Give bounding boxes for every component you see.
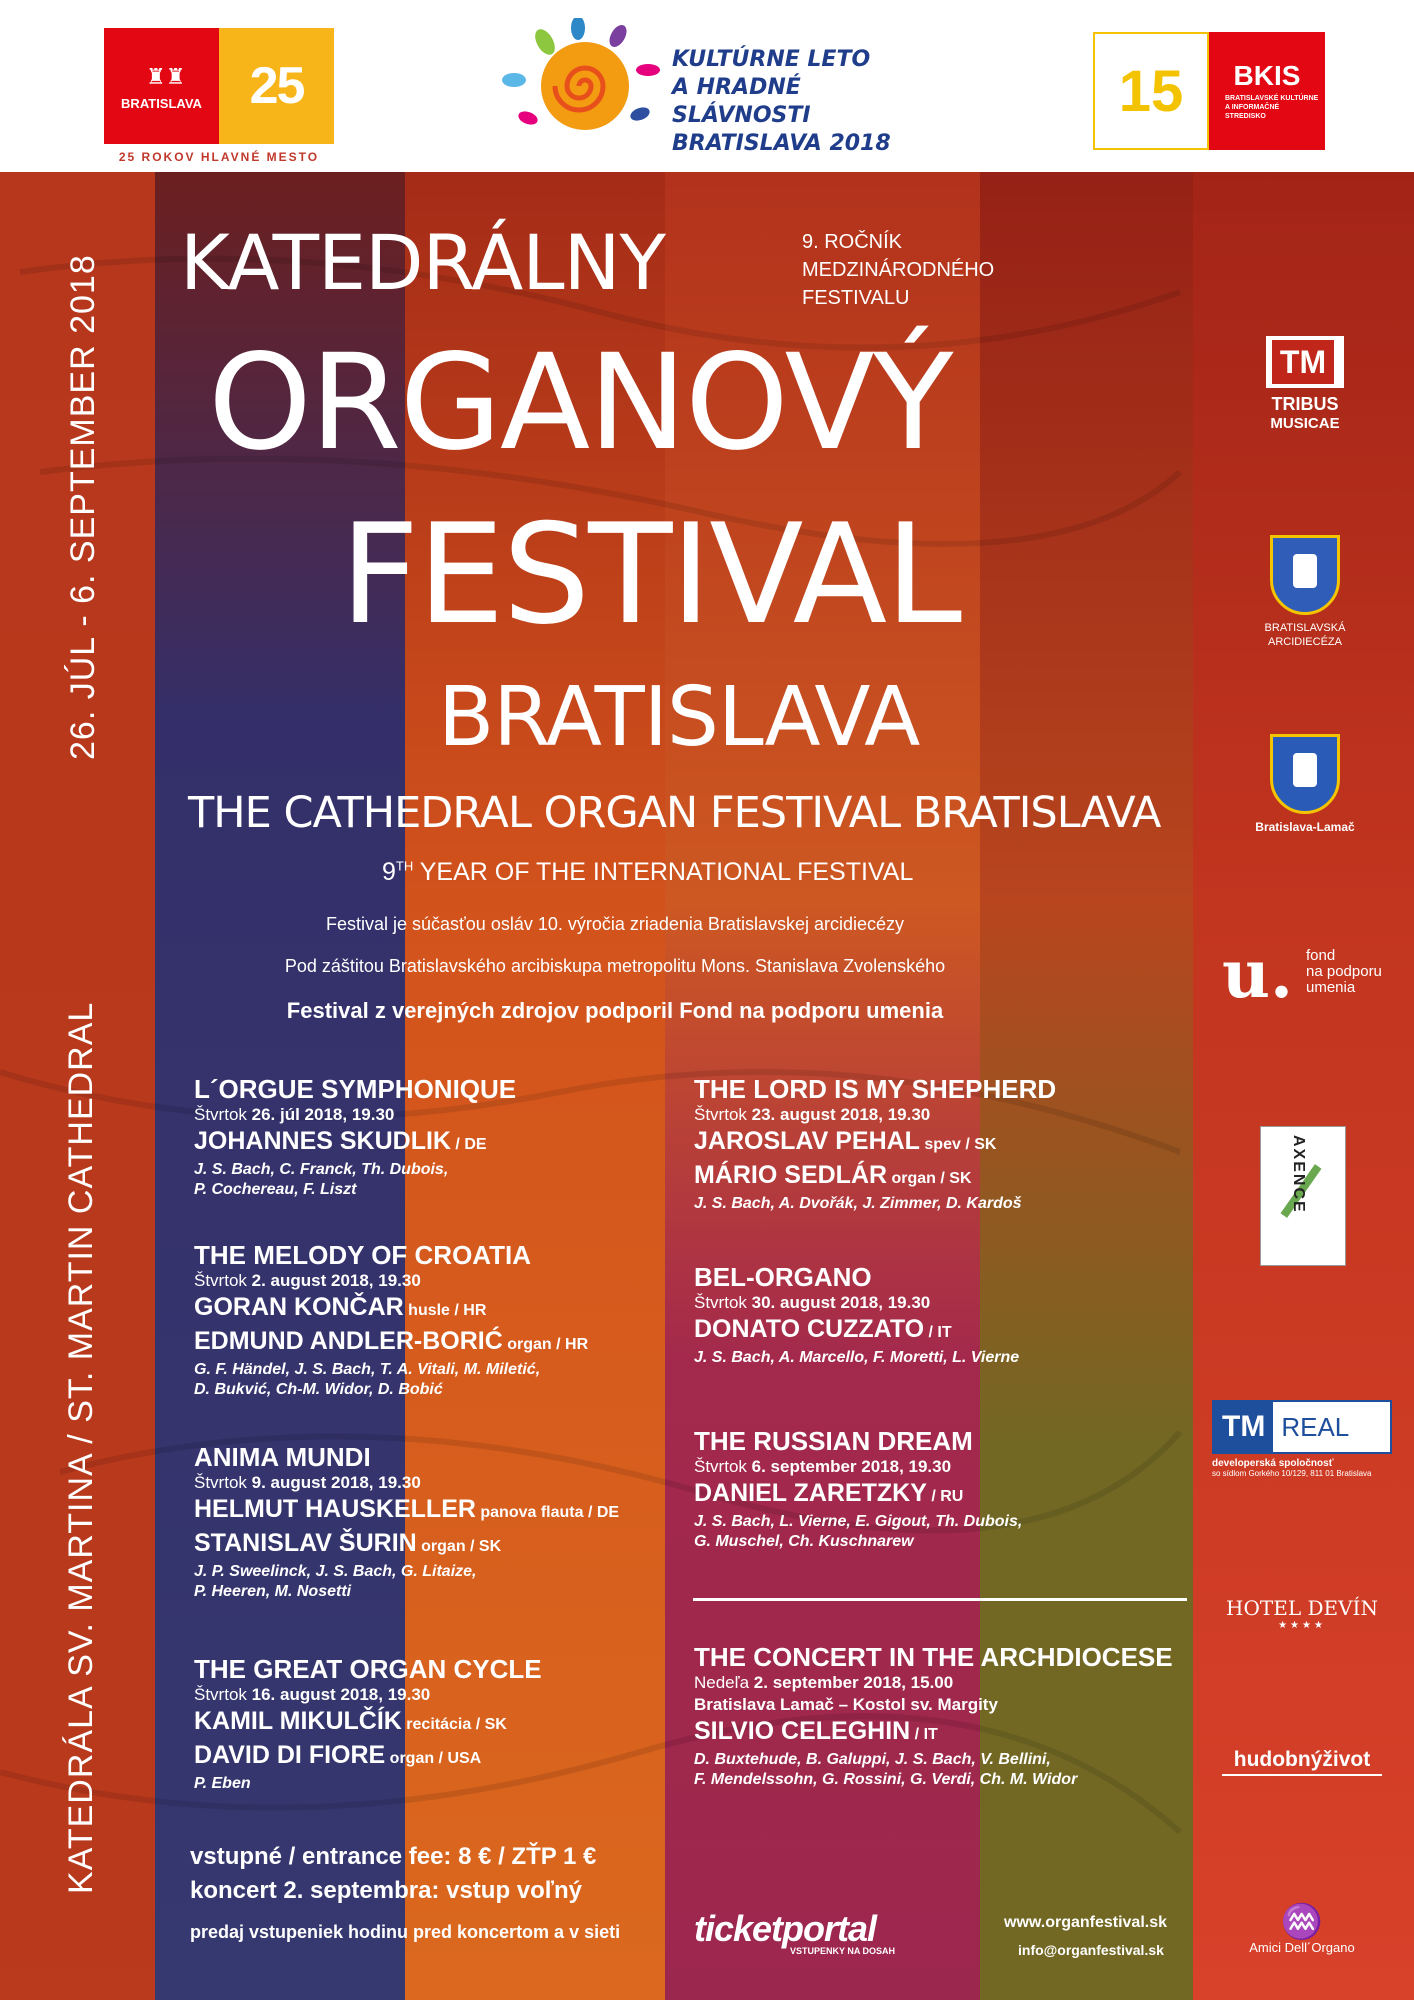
- performer-name: DANIEL ZARETZKY: [694, 1479, 927, 1507]
- bratislava-logo-number: 25: [219, 28, 334, 144]
- bkis-logo-red: [1209, 32, 1325, 150]
- repertoire-line: J. S. Bach, A. Dvořák, J. Zimmer, D. Kardoš: [694, 1195, 1022, 1212]
- concert-date: [694, 1456, 1164, 1478]
- performer-name: HELMUT HAUSKELLER: [194, 1495, 476, 1523]
- performer-name: JOHANNES SKUDLIK: [194, 1127, 451, 1155]
- performer-role: spev / SK: [919, 1136, 997, 1153]
- axence-name: AXENCE: [1290, 1135, 1307, 1214]
- header-band: [0, 0, 1414, 172]
- presale-info: predaj vstupeniek hodinu pred koncertom a v sieti: [190, 1922, 621, 1942]
- organ-pipes-icon: ♒: [1280, 1903, 1324, 1941]
- kulturne-leto-text: [672, 46, 920, 158]
- repertoire-line: J. P. Sweelinck, J. S. Bach, G. Litaize,: [194, 1563, 477, 1580]
- concert-day: Štvrtok: [194, 1685, 247, 1704]
- bkis-logo-name: BKIS: [1233, 60, 1301, 91]
- tm-real-mark: TM: [1214, 1402, 1273, 1452]
- kl-line-2: A HRADNÉ SLÁVNOSTI: [672, 75, 811, 128]
- concert-item: [194, 1654, 664, 1794]
- repertoire-line: J. S. Bach, C. Franck, Th. Dubois,: [194, 1161, 449, 1178]
- performer-role: organ / USA: [385, 1750, 482, 1767]
- edition-line-1: 9. ROČNÍK: [802, 231, 903, 253]
- fee-line: vstupné / entrance fee: 8 € / ZŤP 1 €: [190, 1843, 597, 1870]
- title-organovy: ORGANOVÝ: [208, 326, 952, 480]
- lamac-crest-icon: [1270, 734, 1340, 814]
- concert-day: Štvrtok: [194, 1271, 247, 1290]
- concert-date: [694, 1104, 1164, 1126]
- performer: [694, 1478, 1164, 1512]
- archdiocese-line-2: ARCIDIECÉZA: [1268, 636, 1342, 648]
- repertoire-line: P. Eben: [194, 1775, 251, 1792]
- kulturne-leto-logo: [500, 18, 920, 156]
- concert-date: [194, 1270, 664, 1292]
- performer: [194, 1740, 664, 1774]
- concert-title: THE LORD IS MY SHEPHERD: [694, 1074, 1057, 1104]
- performer-role: recitácia / SK: [401, 1716, 507, 1733]
- performer-role: husle / HR: [403, 1302, 487, 1319]
- performer: [694, 1160, 1164, 1194]
- concert-day: Štvrtok: [694, 1105, 747, 1124]
- tribus-musicae-logo: [1250, 336, 1360, 434]
- concert-item: [194, 1074, 664, 1200]
- concert-item: [694, 1262, 1164, 1368]
- performer-name: DONATO CUZZATO: [694, 1315, 925, 1343]
- archdiocese-logo: [1230, 535, 1380, 649]
- repertoire-line: F. Mendelssohn, G. Rossini, G. Verdi, Ch. M. Widor: [694, 1771, 1078, 1788]
- performer: [194, 1528, 664, 1562]
- concert-day: Štvrtok: [194, 1105, 247, 1124]
- performer-role: / IT: [910, 1726, 938, 1743]
- bkis-logo-number: 15: [1093, 32, 1209, 150]
- bratislava-25-logo: [104, 28, 334, 144]
- concert-title: THE GREAT ORGAN CYCLE: [194, 1654, 542, 1684]
- year-rest: YEAR OF THE INTERNATIONAL FESTIVAL: [413, 858, 914, 886]
- tm-real-word: REAL: [1281, 1411, 1350, 1442]
- lamac-logo: [1230, 734, 1380, 834]
- archdiocese-crest-icon: [1270, 535, 1340, 615]
- performer-name: STANISLAV ŠURIN: [194, 1529, 417, 1557]
- concert-title: THE RUSSIAN DREAM: [694, 1426, 973, 1456]
- performer-name: SILVIO CELEGHIN: [694, 1717, 911, 1745]
- archdiocese-line-1: BRATISLAVSKÁ: [1264, 622, 1346, 634]
- hotel-name: HOTEL DEVÍN: [1226, 1596, 1378, 1620]
- concert-item: [194, 1442, 664, 1602]
- bkis-15-logo: [1093, 32, 1325, 150]
- hudobny-zivot-logo: hudobnýživot: [1222, 1748, 1382, 1776]
- bratislava-logo-word: BRATISLAVA: [121, 96, 202, 111]
- concert-datetime: 2. september 2018, 15.00: [753, 1673, 954, 1692]
- concert-title: THE MELODY OF CROATIA: [194, 1240, 532, 1270]
- tm-mark-text: TM: [1272, 340, 1334, 384]
- email-link[interactable]: info@organfestival.sk: [1018, 1942, 1164, 1958]
- concert-day: Štvrtok: [694, 1457, 747, 1476]
- concert-day: Nedeľa: [694, 1673, 750, 1692]
- concert-title: THE CONCERT IN THE ARCHDIOCESE: [694, 1642, 1173, 1672]
- tribus-name: TRIBUS: [1271, 394, 1339, 414]
- fond-text: [1306, 948, 1382, 996]
- performer-name: GORAN KONČAR: [194, 1293, 404, 1321]
- info-patronage: Pod záštitou Bratislavského arcibiskupa metropolitu Mons. Stanislava Zvolenského: [284, 956, 946, 976]
- info-funding: Festival z verejných zdrojov podporil Fond na podporu umenia: [286, 998, 944, 1023]
- performer: [694, 1314, 1164, 1348]
- repertoire-line: P. Heeren, M. Nosetti: [194, 1583, 352, 1600]
- concert-item: [194, 1240, 664, 1400]
- edition-line-3: FESTIVALU: [802, 287, 910, 309]
- performer: [194, 1706, 664, 1740]
- concert-place: Bratislava Lamač – Kostol sv. Margity: [694, 1695, 998, 1714]
- bkis-logo-sub: BRATISLAVSKÉ KULTÚRNE A INFORMAČNÉ STREDISKO: [1225, 95, 1319, 120]
- concert-date: [194, 1684, 664, 1706]
- website-link[interactable]: www.organfestival.sk: [1004, 1914, 1168, 1931]
- sponsor-sidebar: [1193, 172, 1414, 2000]
- concert-title: ANIMA MUNDI: [194, 1442, 371, 1472]
- concert-item: [694, 1642, 1184, 1790]
- title-bratislava: BRATISLAVA: [438, 670, 920, 765]
- sun-spiral-icon: [500, 18, 670, 148]
- concert-date: [694, 1672, 1184, 1694]
- concert-datetime: 16. august 2018, 19.30: [251, 1685, 431, 1704]
- concert-item: [694, 1426, 1164, 1552]
- year-subtitle: [382, 858, 913, 887]
- concert-title: L´ORGUE SYMPHONIQUE: [194, 1074, 517, 1104]
- tm-real-logo: [1212, 1400, 1392, 1478]
- performer-name: EDMUND ANDLER-BORIĆ: [194, 1327, 503, 1355]
- performer-role: / RU: [926, 1488, 964, 1505]
- title-festival: FESTIVAL: [340, 494, 961, 655]
- performer-role: organ / SK: [887, 1170, 972, 1187]
- performer: [194, 1292, 664, 1326]
- repertoire-line: G. F. Händel, J. S. Bach, T. A. Vitali, M. Miletić,: [194, 1361, 541, 1378]
- performer: [194, 1126, 664, 1160]
- tm-real-desc-1: developerská spoločnosť: [1212, 1458, 1334, 1469]
- performer-role: / DE: [450, 1136, 487, 1153]
- hotel-devin-logo: [1212, 1596, 1392, 1631]
- free-concert-line: koncert 2. septembra: vstup voľný: [190, 1877, 583, 1904]
- fond-mark: u.: [1222, 935, 1293, 1013]
- performer-name: MÁRIO SEDLÁR: [694, 1161, 888, 1189]
- performer-name: DAVID DI FIORE: [194, 1741, 386, 1769]
- kl-line-1: KULTÚRNE LETO: [672, 47, 871, 72]
- performer-name: JAROSLAV PEHAL: [694, 1127, 920, 1155]
- fond-podporu-umenia-logo: [1222, 935, 1402, 1013]
- repertoire-line: G. Muschel, Ch. Kuschnarew: [694, 1533, 914, 1550]
- concert-datetime: 30. august 2018, 19.30: [751, 1293, 931, 1312]
- kl-line-3: BRATISLAVA 2018: [672, 131, 891, 156]
- ticketportal-logo[interactable]: ticketportal: [694, 1908, 877, 1949]
- performer: [194, 1494, 664, 1528]
- concert-day: Štvrtok: [694, 1293, 747, 1312]
- concert-item: [694, 1074, 1164, 1214]
- concert-datetime: 26. júl 2018, 19.30: [251, 1105, 395, 1124]
- ticketportal-tagline: VSTUPENKY NA DOSAH: [790, 1946, 896, 1956]
- castle-icon: ♜♜: [146, 64, 186, 89]
- divider-line: [693, 1598, 1187, 1601]
- axence-logo: [1260, 1126, 1346, 1266]
- tm-mark: [1266, 336, 1344, 388]
- performer-role: organ / HR: [502, 1336, 589, 1353]
- lamac-name: Bratislava-Lamač: [1255, 820, 1355, 834]
- festival-venue: KATEDRÁLA SV. MARTINA / ST. MARTIN CATHEDRAL: [62, 1001, 100, 1894]
- performer: [194, 1326, 664, 1360]
- concert-date: [194, 1104, 664, 1126]
- bratislava-logo-tagline: 25 ROKOV HLAVNÉ MESTO: [118, 150, 320, 164]
- repertoire-line: D. Buxtehude, B. Galuppi, J. S. Bach, V. Bellini,: [694, 1751, 1051, 1768]
- performer-name: KAMIL MIKULČÍK: [194, 1707, 402, 1735]
- amici-dell-organo-logo: [1222, 1904, 1382, 1955]
- concert-date: [694, 1292, 1164, 1314]
- title-katedralny: KATEDRÁLNY: [180, 218, 665, 307]
- fond-line-1: fond: [1306, 947, 1336, 964]
- hotel-stars: ★★★★: [1278, 1620, 1326, 1631]
- performer: [694, 1126, 1164, 1160]
- title-english: THE CATHEDRAL ORGAN FESTIVAL BRATISLAVA: [188, 788, 1161, 838]
- concert-datetime: 2. august 2018, 19.30: [251, 1271, 421, 1290]
- entrance-fee: [190, 1840, 596, 1908]
- repertoire-line: D. Bukvić, Ch-M. Widor, D. Bobić: [194, 1381, 443, 1398]
- year-number: 9: [382, 858, 396, 886]
- performer: [694, 1716, 1184, 1750]
- repertoire-line: J. S. Bach, A. Marcello, F. Moretti, L. Vierne: [694, 1349, 1020, 1366]
- concert-title: BEL-ORGANO: [694, 1262, 872, 1292]
- fond-line-3: umenia: [1306, 979, 1356, 996]
- tm-real-box: [1212, 1400, 1392, 1454]
- festival-dates: 26. JÚL - 6. SEPTEMBER 2018: [64, 254, 102, 760]
- edition-line-2: MEDZINÁRODNÉHO: [802, 259, 995, 281]
- concert-day: Štvrtok: [194, 1473, 247, 1492]
- concert-date: [194, 1472, 664, 1494]
- amici-name: Amici Dell´Organo: [1249, 1940, 1355, 1955]
- fond-line-2: na podporu: [1306, 963, 1382, 980]
- concert-datetime: 9. august 2018, 19.30: [251, 1473, 421, 1492]
- year-suffix: TH: [395, 858, 414, 874]
- concert-datetime: 6. september 2018, 19.30: [751, 1457, 952, 1476]
- repertoire-line: J. S. Bach, L. Vierne, E. Gigout, Th. Dubois,: [694, 1513, 1023, 1530]
- performer-role: organ / SK: [416, 1538, 502, 1555]
- performer-role: / IT: [924, 1324, 952, 1341]
- bratislava-logo-red: [104, 28, 219, 144]
- musicae-name: MUSICAE: [1270, 415, 1340, 432]
- repertoire-line: P. Cochereau, F. Liszt: [194, 1181, 357, 1198]
- performer-role: panova flauta / DE: [475, 1504, 620, 1521]
- concert-datetime: 23. august 2018, 19.30: [751, 1105, 931, 1124]
- info-anniversary: Festival je súčasťou osláv 10. výročia zriadenia Bratislavskej arcidiecézy: [326, 914, 904, 934]
- tm-real-desc-2: so sídlom Gorkého 10/129, 811 01 Bratislava: [1212, 1469, 1372, 1478]
- edition-label: [802, 228, 1042, 312]
